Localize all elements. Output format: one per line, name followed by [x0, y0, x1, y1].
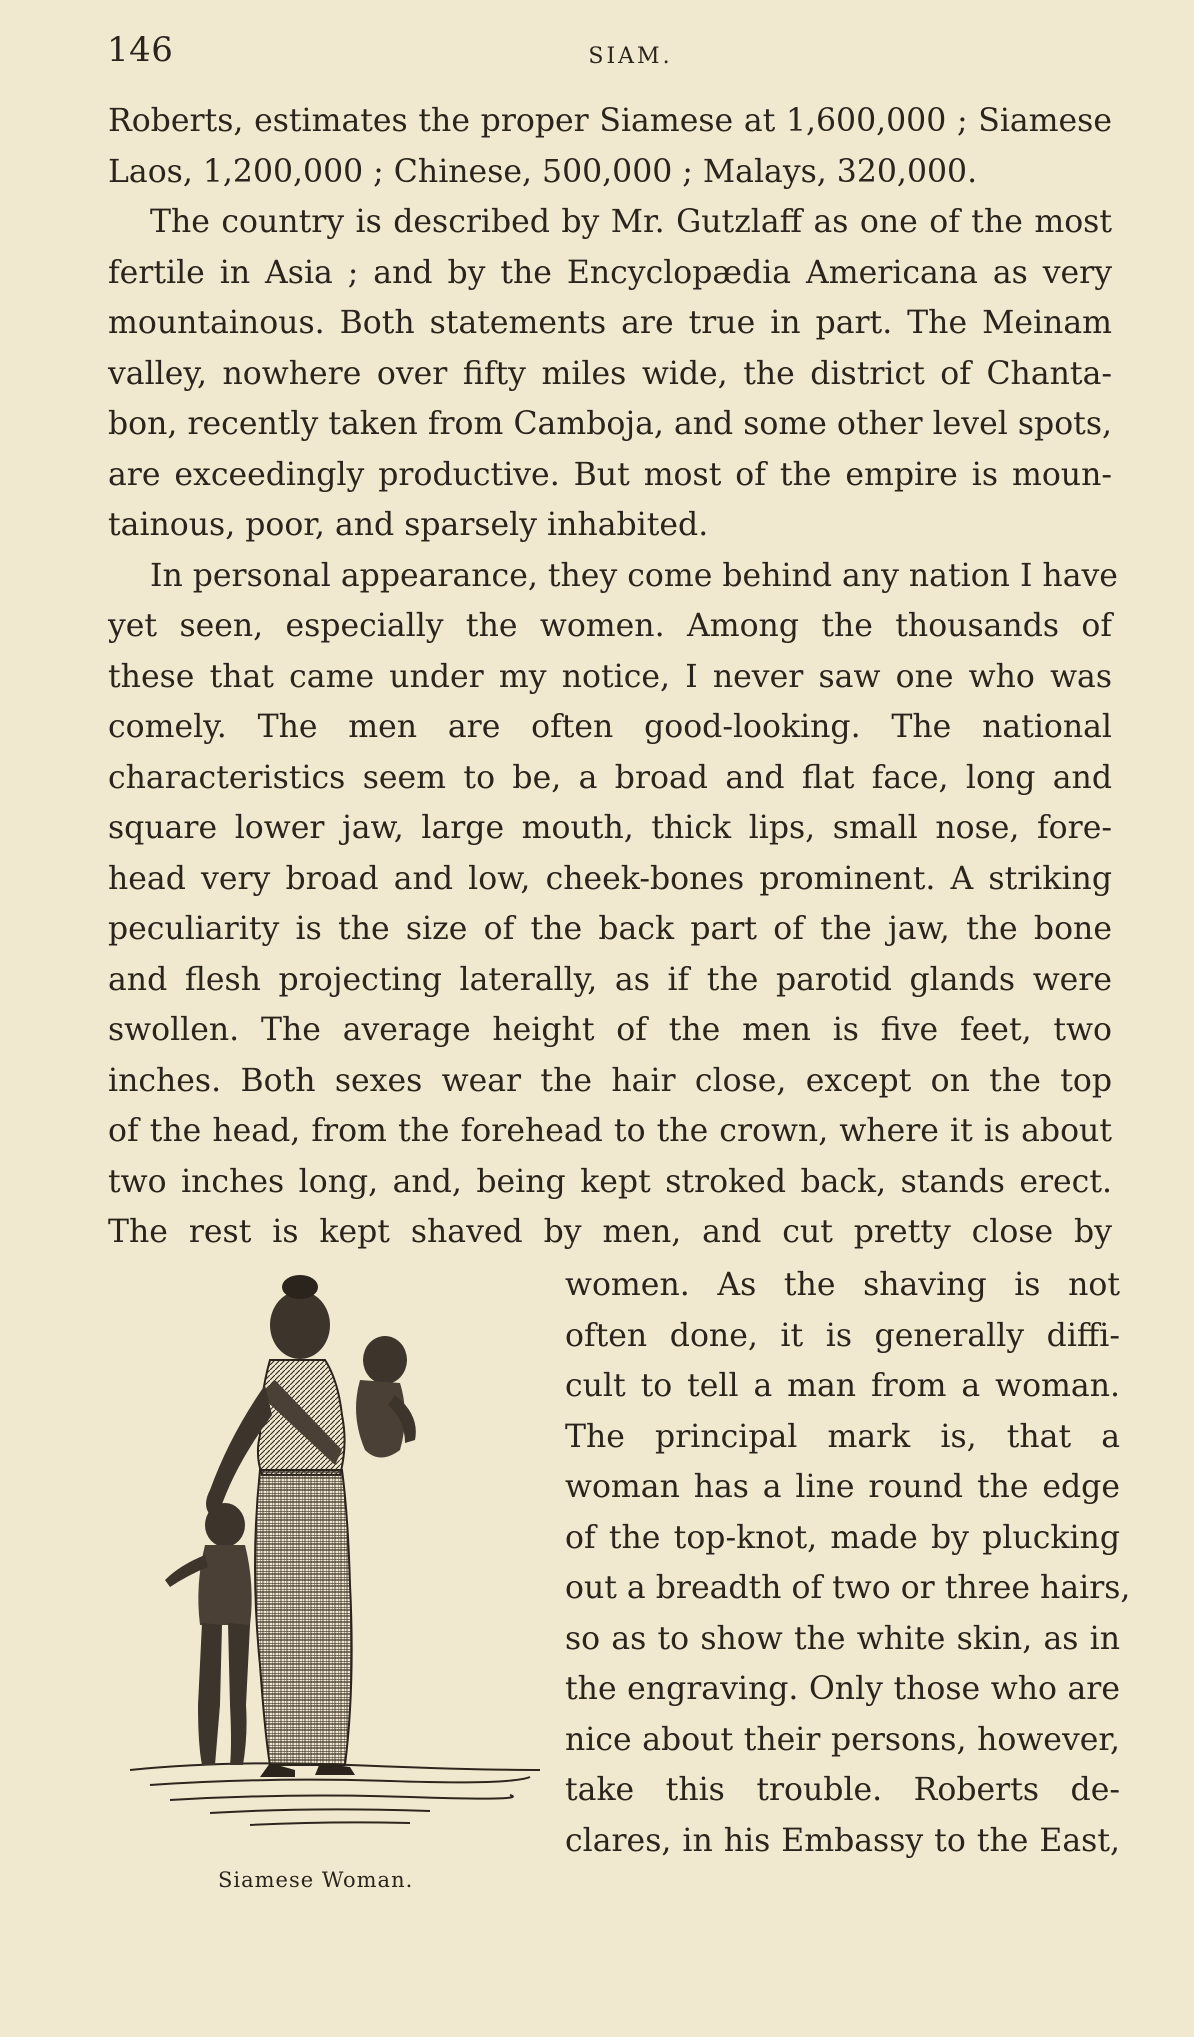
- text-line: Laos, 1,200,000 ; Chinese, 500,000 ; Malays, 320,000.: [108, 153, 978, 190]
- page-number: 146: [107, 30, 174, 70]
- text-line: so as to show the white skin, as in: [565, 1620, 1120, 1657]
- text-line: of the head, from the forehead to the crown, where it is about: [108, 1113, 1112, 1149]
- text-line: head very broad and low, cheek-bones prominent. A striking: [108, 860, 1112, 897]
- text-line: out a breadth of two or three hairs,: [565, 1570, 1131, 1606]
- text-line: valley, nowhere over fifty miles wide, the district of Chanta-: [108, 355, 1112, 392]
- text-line: these that came under my notice, I never saw one who was: [108, 658, 1112, 695]
- page-header: [107, 30, 1114, 80]
- text-line: often done, it is generally diffi-: [565, 1317, 1120, 1354]
- paragraph-start-line: In personal appearance, they come behind any nation I have: [150, 557, 1118, 594]
- engraving-illustration: [110, 1265, 555, 1865]
- text-line: The rest is kept shaved by men, and cut pretty close by: [108, 1214, 1112, 1250]
- text-line: clares, in his Embassy to the East,: [565, 1822, 1120, 1859]
- text-line: mountainous. Both statements are true in part. The Meinam: [108, 305, 1112, 341]
- text-line: nice about their persons, however,: [565, 1721, 1120, 1758]
- body-text-top: [108, 96, 1118, 1258]
- text-line: Roberts, estimates the proper Siamese at 1,600,000 ; Siamese: [108, 103, 1112, 139]
- text-line: The principal mark is, that a: [565, 1418, 1120, 1455]
- text-line: peculiarity is the size of the back part of the jaw, the bone: [108, 911, 1112, 947]
- text-line: women. As the shaving is not: [565, 1267, 1120, 1303]
- text-line: yet seen, especially the women. Among the thousands of: [108, 608, 1112, 644]
- text-line: and flesh projecting laterally, as if the parotid glands were: [108, 961, 1112, 998]
- paragraph-start-line: The country is described by Mr. Gutzlaff as one of the most: [150, 204, 1112, 240]
- text-line: tainous, poor, and sparsely inhabited.: [108, 507, 709, 543]
- text-line: woman has a line round the edge: [565, 1469, 1120, 1505]
- text-line: the engraving. Only those who are: [565, 1671, 1120, 1707]
- text-line: bon, recently taken from Camboja, and some other level spots,: [108, 406, 1112, 442]
- text-line: cult to tell a man from a woman.: [565, 1368, 1120, 1404]
- text-line: fertile in Asia ; and by the Encyclopædia Americana as very: [108, 254, 1112, 291]
- engraving-siamese-woman: [110, 1265, 555, 1865]
- text-line: square lower jaw, large mouth, thick lips, small nose, fore-: [108, 810, 1112, 846]
- running-head: SIAM.: [588, 44, 673, 69]
- text-line: comely. The men are often good-looking. The national: [108, 709, 1112, 745]
- body-text-wrapped: [565, 1260, 1131, 1866]
- text-line: swollen. The average height of the men is five feet, two: [108, 1012, 1112, 1048]
- text-line: characteristics seem to be, a broad and flat face, long and: [108, 759, 1112, 796]
- text-line: are exceedingly productive. But most of the empire is moun-: [108, 456, 1112, 493]
- text-line: inches. Both sexes wear the hair close, except on the top: [108, 1062, 1112, 1099]
- text-line: two inches long, and, being kept stroked back, stands erect.: [108, 1163, 1112, 1200]
- text-line: of the top-knot, made by plucking: [565, 1519, 1120, 1556]
- text-line: take this trouble. Roberts de-: [565, 1772, 1120, 1808]
- figure-caption: Siamese Woman.: [218, 1868, 414, 1892]
